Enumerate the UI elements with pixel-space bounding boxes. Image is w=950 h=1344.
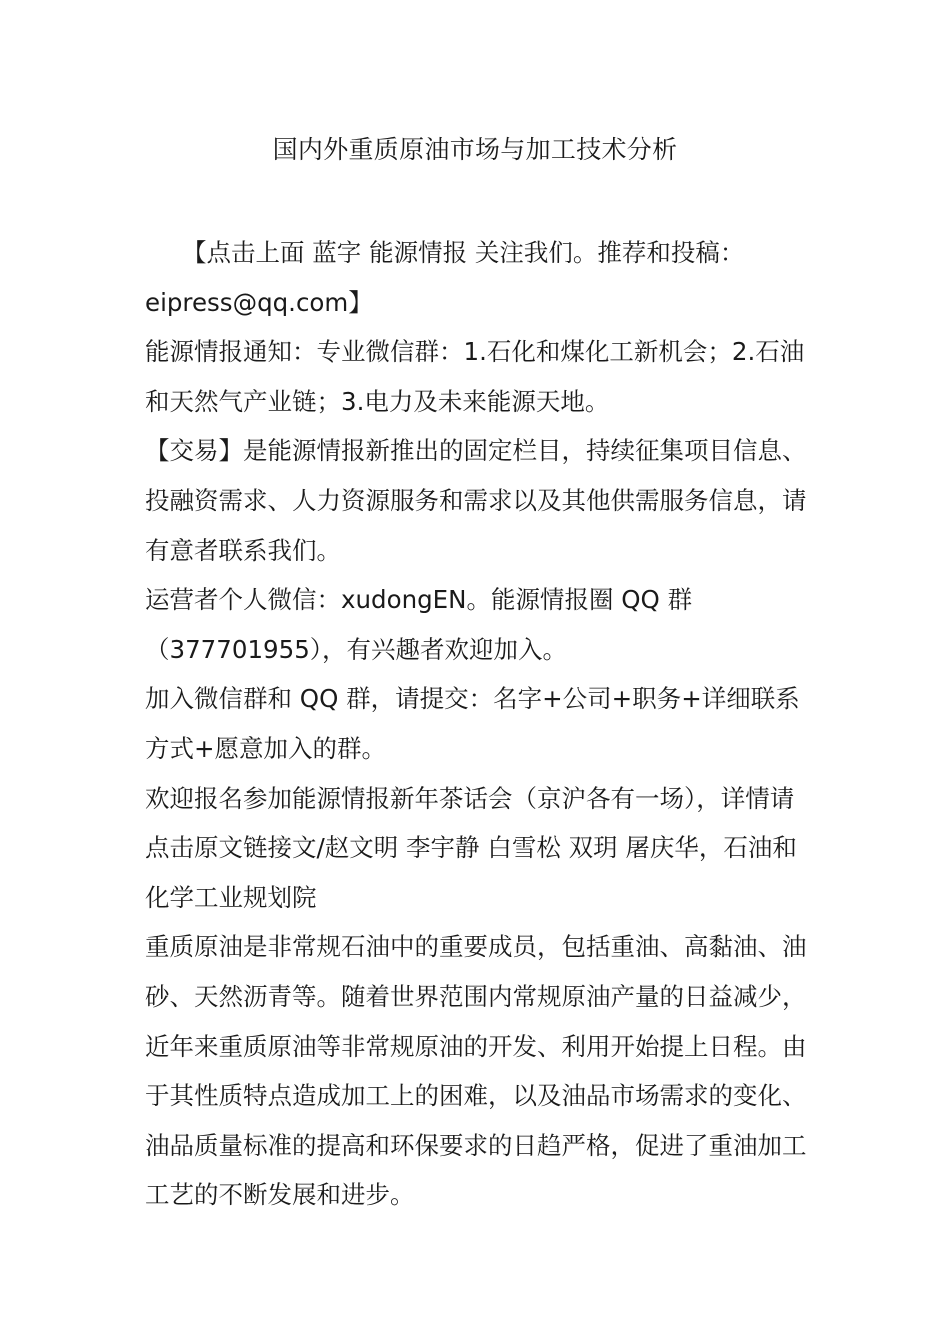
paragraph-contact: 运营者个人微信：xudongEN。能源情报圈 QQ 群（377701955），有兴趣者欢迎加入。	[145, 585, 693, 664]
paragraph-follow-notice: 【点击上面 蓝字 能源情报 关注我们。推荐和投稿：eipress@qq.com】	[145, 238, 745, 317]
document-title: 国内外重质原油市场与加工技术分析	[272, 135, 678, 164]
paragraph-join-info: 加入微信群和 QQ 群，请提交：名字+公司+职务+详细联系方式+愿意加入的群。	[145, 684, 800, 763]
paragraph-group-notice: 能源情报通知：专业微信群：1.石化和煤化工新机会；2.石油和天然气产业链；3.电力及未来能源天地。	[145, 337, 805, 416]
paragraph-trade-column: 【交易】是能源情报新推出的固定栏目，持续征集项目信息、投融资需求、人力资源服务和需求以及其他供需服务信息，请有意者联系我们。	[145, 436, 807, 565]
paragraph-event-authors: 欢迎报名参加能源情报新年茶话会（京沪各有一场），详情请点击原文链接文/赵文明 李宇静 白雪松 双玥 屠庆华，石油和化学工业规划院	[145, 783, 797, 912]
paragraph-heavy-crude-intro: 重质原油是非常规石油中的重要成员，包括重油、高黏油、油砂、天然沥青等。随着世界范围内常规原油产量的日益减少，近年来重质原油等非常规原油的开发、利用开始提上日程。由于其性质特点造成加工上的困难，以及油品市场需求的变化、油品质量标准的提高和环保要求的日趋严格，促进了重油加工工艺的不断发展和进步。	[145, 932, 807, 1210]
document-body	[145, 228, 810, 1220]
